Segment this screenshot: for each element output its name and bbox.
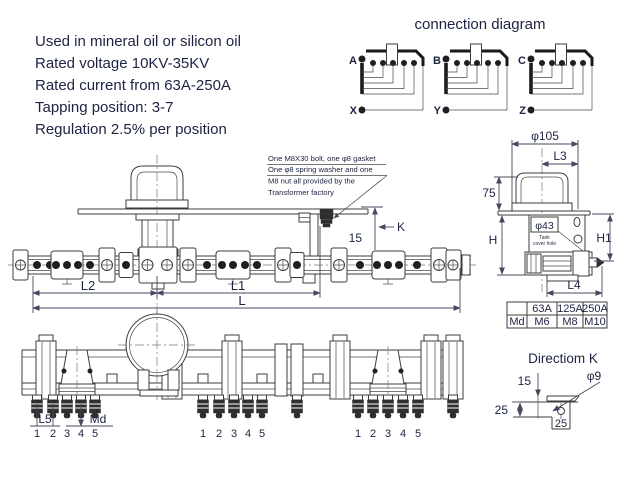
spec-line: Regulation 2.5% per position (35, 121, 227, 138)
offset-15-label: 15 (348, 231, 362, 245)
note-line: One φ8 spring washer and one (268, 165, 373, 174)
phase-output-label: Z (519, 105, 526, 117)
selector-arm (370, 346, 406, 398)
dim-dia105: φ105 (531, 129, 559, 143)
phase-circuit-c (518, 44, 592, 117)
table-cell-63a: 63A (532, 303, 552, 315)
phase-output-label: Y (433, 105, 441, 117)
terminal-dot (359, 107, 366, 114)
switch-body (525, 215, 604, 281)
note-line: Transformer factory (268, 188, 334, 197)
spec-line: Rated voltage 10KV-35KV (35, 55, 210, 72)
dim-l3: L3 (553, 149, 567, 163)
dome-circle-front (118, 306, 196, 400)
tank-cover-caption: cover hole (532, 241, 557, 247)
dim-phi9: φ9 (586, 369, 602, 383)
bolt-stack (320, 209, 333, 214)
table-cell-md: Md (509, 316, 525, 328)
shaft-tip (597, 258, 604, 268)
phase-output-label: X (349, 105, 357, 117)
phase-input-label: A (349, 55, 357, 67)
svg-text:4: 4 (399, 428, 407, 440)
dim-dia43: φ43 (535, 220, 554, 232)
svg-text:4: 4 (77, 428, 85, 440)
note-line: One M8X30 bolt, one φ8 gasket (268, 154, 376, 163)
svg-text:2: 2 (215, 428, 223, 440)
direction-k-title: Directiom K (528, 351, 598, 366)
dim-25-bottom: 25 (554, 418, 568, 430)
mount-hole (574, 218, 580, 227)
tap-position-numbers (34, 428, 421, 440)
table-cell-m8: M8 (562, 316, 578, 328)
svg-text:3: 3 (63, 428, 71, 440)
phi9-hole (558, 408, 565, 415)
phase-input-label: C (518, 55, 526, 67)
dim-15: 15 (517, 374, 531, 388)
svg-text:3: 3 (230, 428, 238, 440)
svg-text:5: 5 (91, 428, 99, 440)
tank-cover-caption: Tank (539, 235, 550, 241)
svg-text:5: 5 (414, 428, 422, 440)
connection-diagram-title: connection diagram (414, 16, 546, 33)
view-k-dimension (349, 207, 405, 250)
dim-l: L (238, 293, 246, 308)
end-view-drawing (482, 129, 614, 297)
dim-25-left: 25 (494, 403, 508, 417)
bolt-annotation (267, 154, 387, 218)
terminal-dot (359, 56, 366, 63)
dim-md: Md (89, 412, 107, 426)
table-cell-m6: M6 (534, 316, 550, 328)
dim-h1: H1 (596, 231, 612, 245)
dim-l2: L2 (80, 278, 96, 293)
spec-text-block (35, 33, 241, 138)
svg-text:3: 3 (384, 428, 392, 440)
svg-text:2: 2 (369, 428, 377, 440)
phase-circuit-a (349, 44, 423, 117)
svg-text:1: 1 (199, 428, 207, 440)
spec-line: Used in mineral oil or silicon oil (35, 33, 241, 50)
view-k-label: K (397, 220, 406, 234)
spec-line: Tapping position: 3-7 (35, 99, 174, 116)
svg-text:1: 1 (354, 428, 362, 440)
dim-l5: L5 (38, 412, 52, 426)
note-line: M8 nut all provided by the (268, 176, 355, 186)
direction-k-detail (495, 351, 602, 430)
dim-75: 75 (482, 186, 496, 200)
dim-l4: L4 (567, 278, 581, 292)
mount-hole (574, 235, 582, 243)
dim-l1: L1 (230, 278, 246, 293)
table-cell-m10: M10 (584, 316, 606, 328)
svg-text:4: 4 (244, 428, 252, 440)
selector-arm (59, 346, 95, 398)
dim-h: H (488, 233, 498, 247)
svg-text:2: 2 (49, 428, 57, 440)
table-cell-250a: 250A (582, 303, 608, 315)
front-view-drawing (22, 306, 463, 440)
connection-diagram (349, 16, 592, 117)
tank-plate-end (498, 211, 590, 215)
size-table (507, 302, 609, 328)
svg-text:5: 5 (258, 428, 266, 440)
spec-line: Rated current from 63A-250A (35, 77, 231, 94)
phase-input-label: B (433, 55, 441, 67)
phase-circuit-b (433, 44, 507, 117)
svg-text:1: 1 (33, 428, 41, 440)
table-cell-125a: 125A (557, 303, 583, 315)
side-view-drawing (8, 154, 476, 330)
